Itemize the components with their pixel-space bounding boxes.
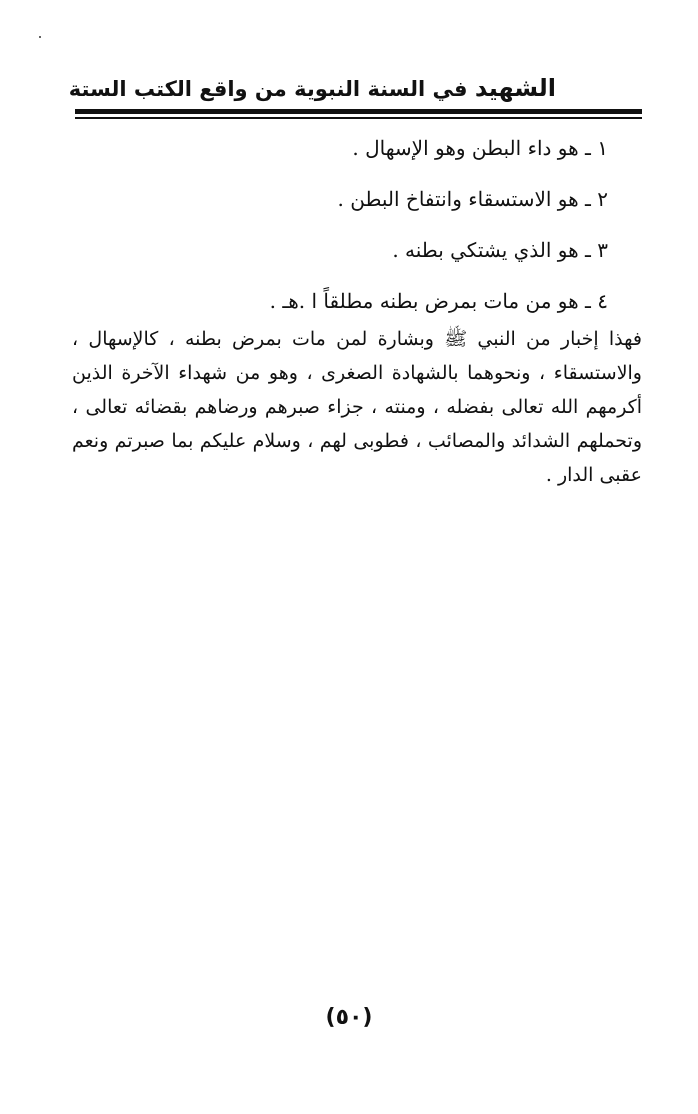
running-header xyxy=(68,72,556,105)
header-rule-thick xyxy=(75,109,642,114)
list-item: ٤ ـ هو من مات بمرض بطنه مطلقاً ا .هـ . xyxy=(269,289,608,313)
header-rule-thin xyxy=(75,117,642,119)
paragraph-text: فهذا إخبار من النبي ﷺ وبشارة لمن مات بمرض بطنه ، كالإسهال ، والاستسقاء ، ونحوهما بالشهادة الصغرى ، وهو من شهداء الآخرة الذين أكرمهم الله تعالى بفضله ، ومنته ، جزاء صبرهم ورضاهم بقضائه تعالى ، وتحملهم الشدائد والمصائب ، فطوبى لهم ، وسلام عليكم بما صبرتم ونعم عقبى الدار . xyxy=(72,328,642,486)
list-item: ٢ ـ هو الاستسقاء وانتفاخ البطن . xyxy=(337,187,608,211)
body-paragraph xyxy=(72,322,642,492)
header-title-emphasis: الشهيد xyxy=(474,74,556,102)
numbered-list xyxy=(88,128,608,332)
page-speck xyxy=(39,36,41,38)
header-title-rest: في السنة النبوية من واقع الكتب الستة xyxy=(68,77,468,101)
list-item: ١ ـ هو داء البطن وهو الإسهال . xyxy=(352,136,608,160)
page-number: (٥٠) xyxy=(325,1005,373,1030)
list-item: ٣ ـ هو الذي يشتكي بطنه . xyxy=(392,238,608,262)
